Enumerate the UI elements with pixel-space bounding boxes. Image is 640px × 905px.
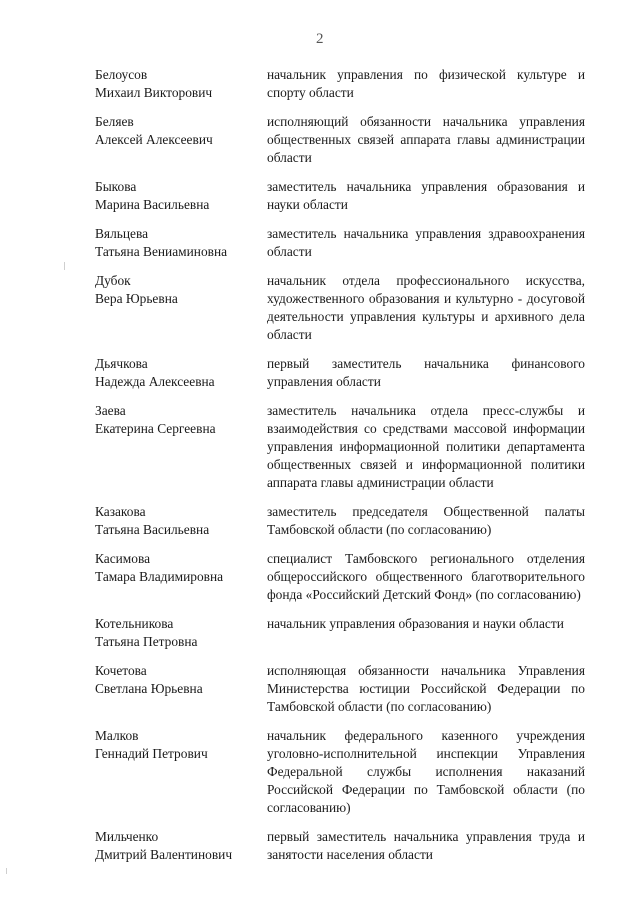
member-given-names: Тамара Владимировна <box>95 569 224 584</box>
member-entry <box>95 66 585 102</box>
member-name <box>95 355 267 391</box>
member-surname: Дубок <box>95 273 131 288</box>
member-position: начальник отдела профессионального искусства, художественного образования и культурно - досуговой деятельности управления культуры и архивного дела области <box>267 273 585 342</box>
member-surname: Малков <box>95 728 139 743</box>
member-name <box>95 178 267 214</box>
member-position: специалист Тамбовского регионального отделения общероссийского общественного благотворительного фонда «Российский Детский Фонд» (по согласованию) <box>267 551 585 602</box>
scan-artifact <box>6 868 7 874</box>
member-surname: Беляев <box>95 114 134 129</box>
member-entry <box>95 355 585 391</box>
member-name <box>95 615 267 651</box>
member-entry <box>95 178 585 214</box>
member-entry <box>95 550 585 604</box>
member-position: исполняющая обязанности начальника Управления Министерства юстиции Российской Федерации по Тамбовской области (по согласованию) <box>267 663 585 714</box>
member-surname: Казакова <box>95 504 146 519</box>
member-given-names: Светлана Юрьевна <box>95 681 203 696</box>
member-name <box>95 550 267 586</box>
member-given-names: Вера Юрьевна <box>95 291 178 306</box>
member-position: начальник управления образования и науки области <box>267 616 564 631</box>
member-surname: Заева <box>95 403 126 418</box>
member-given-names: Татьяна Петровна <box>95 634 198 649</box>
member-given-names: Марина Васильевна <box>95 197 210 212</box>
member-given-names: Надежда Алексеевна <box>95 374 215 389</box>
member-entry <box>95 828 585 864</box>
member-entry <box>95 662 585 716</box>
member-entry <box>95 402 585 492</box>
member-surname: Котельникова <box>95 616 174 631</box>
member-surname: Вяльцева <box>95 226 149 241</box>
member-entry <box>95 272 585 344</box>
member-entry <box>95 225 585 261</box>
member-name <box>95 828 267 864</box>
member-name <box>95 225 267 261</box>
member-position: заместитель начальника управления образования и науки области <box>267 179 585 212</box>
page-number: 2 <box>316 31 324 47</box>
member-position: первый заместитель начальника управления труда и занятости населения области <box>267 829 585 862</box>
member-position: заместитель начальника управления здравоохранения области <box>267 226 585 259</box>
member-name <box>95 113 267 149</box>
member-given-names: Татьяна Вениаминовна <box>95 244 228 259</box>
member-name <box>95 727 267 763</box>
scan-artifact <box>64 262 65 270</box>
member-position: начальник федерального казенного учреждения уголовно-исполнительной инспекции Управления Федеральной службы исполнения наказаний Российской Федерации по Тамбовской области (по согласованию) <box>267 728 585 815</box>
member-surname: Кочетова <box>95 663 147 678</box>
member-name <box>95 402 267 438</box>
member-position: первый заместитель начальника финансового управления области <box>267 356 585 389</box>
member-given-names: Татьяна Васильевна <box>95 522 210 537</box>
member-entry <box>95 503 585 539</box>
member-name <box>95 662 267 698</box>
member-position: заместитель председателя Общественной палаты Тамбовской области (по согласованию) <box>267 504 585 537</box>
member-entry <box>95 113 585 167</box>
member-name <box>95 272 267 308</box>
member-surname: Быкова <box>95 179 137 194</box>
member-surname: Белоусов <box>95 67 148 82</box>
member-entry <box>95 615 585 651</box>
member-name <box>95 66 267 102</box>
member-position: начальник управления по физической культуре и спорту области <box>267 67 585 100</box>
member-given-names: Геннадий Петрович <box>95 746 208 761</box>
member-surname: Дьячкова <box>95 356 148 371</box>
members-list <box>95 66 585 875</box>
member-surname: Мильченко <box>95 829 159 844</box>
member-position: исполняющий обязанности начальника управления общественных связей аппарата главы администрации области <box>267 114 585 165</box>
member-entry <box>95 727 585 817</box>
member-given-names: Михаил Викторович <box>95 85 213 100</box>
member-position: заместитель начальника отдела пресс-службы и взаимодействия со средствами массовой информации управления информационной политики департамента общественных связей и информационной политики аппарата главы администрации области <box>267 403 585 490</box>
member-given-names: Алексей Алексеевич <box>95 132 213 147</box>
member-given-names: Дмитрий Валентинович <box>95 847 233 862</box>
member-surname: Касимова <box>95 551 151 566</box>
member-given-names: Екатерина Сергеевна <box>95 421 216 436</box>
member-name <box>95 503 267 539</box>
